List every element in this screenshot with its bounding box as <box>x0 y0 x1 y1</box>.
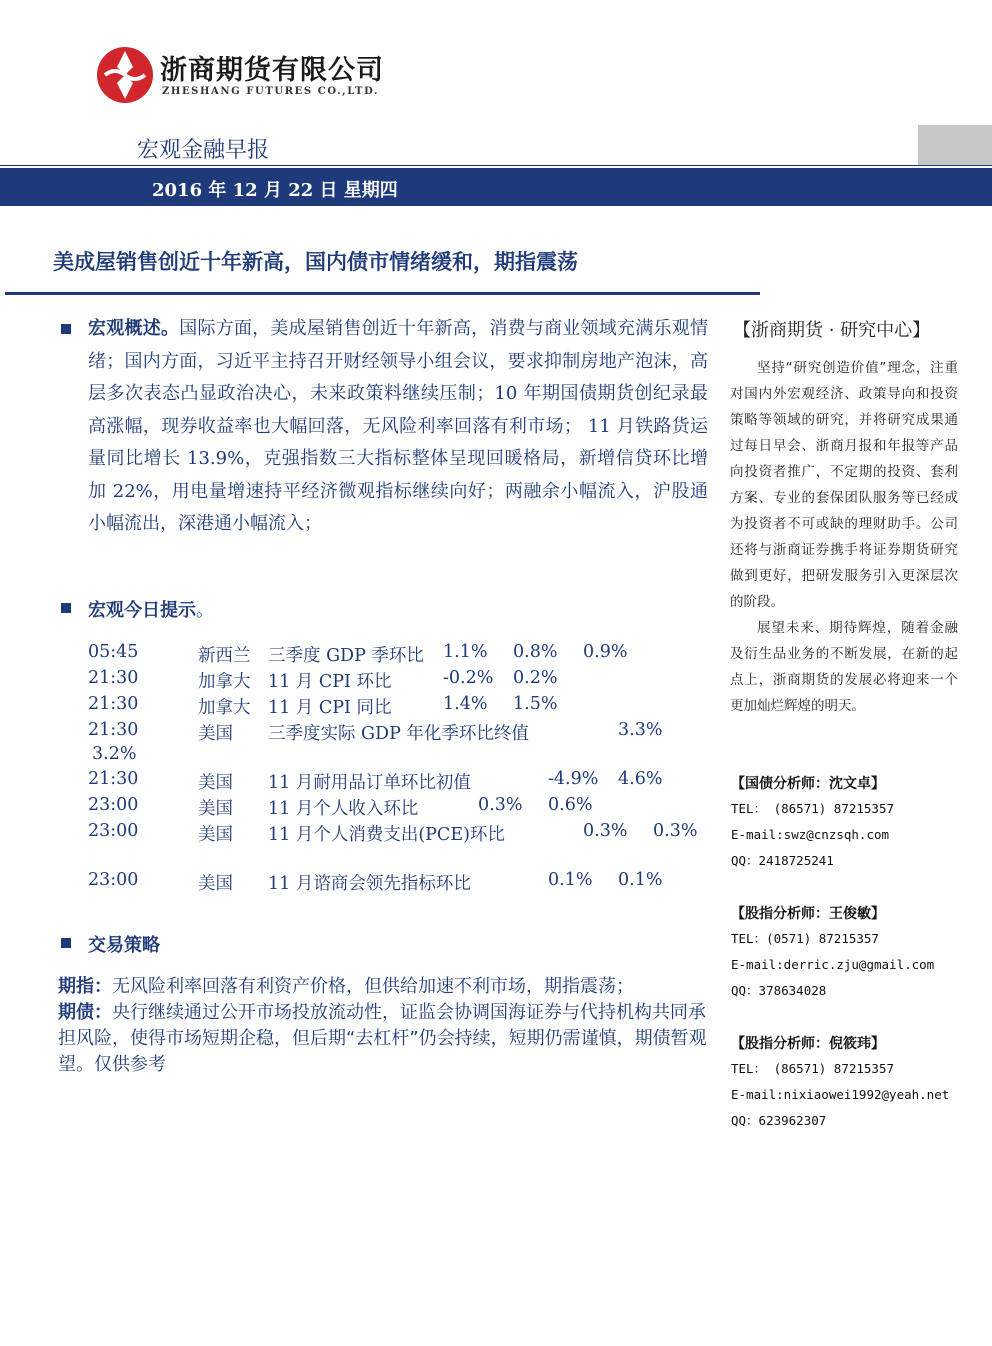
calendar-country: 美国 <box>198 773 233 793</box>
calendar-event: 三季度 GDP 季环比 <box>268 646 424 666</box>
analyst-email[interactable]: E-mail:swz@cnzsqh.com <box>731 827 890 842</box>
analyst-card <box>731 1033 981 1134</box>
calendar-value: 0.1% <box>618 870 663 890</box>
analyst-qq: QQ：378634028 <box>731 983 827 998</box>
date-bar <box>0 168 992 206</box>
calendar-time: 21:30 <box>88 668 139 688</box>
calendar-time: 23:00 <box>88 870 139 890</box>
calendar-event: 11 月谘商会领先指标环比 <box>268 874 471 894</box>
analyst-card <box>731 773 981 874</box>
bond-text: 央行继续通过公开市场投放流动性，证监会协调国海证券与代持机构共同承担风险，使得市场短期企稳，但后期“去杠杆”仍会持续，短期仍需谨慎，期债暂观望。仅供参考 <box>58 1002 707 1075</box>
calendar-country: 美国 <box>198 825 233 845</box>
sidebar-intro-paragraph: 坚持“研究创造价值”理念，注重对国内外宏观经济、政策导向和投资策略等领域的研究，并将研究成果通过每日早会、浙商月报和年报等产品向投资者推广，不定期的投资、套利方案、专业的套保团队服务等已经成为投资者不可或缺的理财助手。公司还将与浙商证券携手将证券期货研究做到更好，把研发服务引入更深层次的阶段。 <box>730 360 958 610</box>
headline-divider <box>5 292 760 295</box>
calendar-country: 加拿大 <box>198 698 251 718</box>
header-divider <box>0 165 992 166</box>
macro-overview-section <box>88 313 708 541</box>
strategy-title: 交易策略 <box>88 935 160 956</box>
futures-index-text: 无风险利率回落有利资产价格，但供给加速不利市场，期指震荡； <box>112 976 634 997</box>
analyst-name: 【国债分析师：沈文卓】 <box>731 776 885 792</box>
sidebar-intro <box>730 355 958 719</box>
analyst-tel: TEL：(0571) 87215357 <box>731 931 879 946</box>
calendar-value: 0.3% <box>583 821 628 841</box>
calendar-value: 0.6% <box>548 795 593 815</box>
analyst-email[interactable]: E-mail:nixiaowei1992@yeah.net <box>731 1087 950 1102</box>
bullet-square-icon <box>61 324 71 334</box>
calendar-value: 4.6% <box>618 769 663 789</box>
calendar-time: 23:00 <box>88 795 139 815</box>
bullet-square-icon <box>61 603 71 613</box>
calendar-country: 美国 <box>198 724 233 744</box>
calendar-value: 0.9% <box>583 642 628 662</box>
company-name-cn: 浙商期货有限公司 <box>160 55 384 86</box>
calendar-value: 0.2% <box>513 668 558 688</box>
calendar-value: 1.5% <box>513 694 558 714</box>
calendar-value: 0.3% <box>653 821 698 841</box>
analyst-name: 【股指分析师：倪筱玮】 <box>731 1036 885 1052</box>
calendar-event: 11 月 CPI 环比 <box>268 672 392 692</box>
calendar-event: 三季度实际 GDP 年化季环比终值 <box>268 724 529 744</box>
calendar-country: 新西兰 <box>198 646 251 666</box>
calendar-time: 23:00 <box>88 821 139 841</box>
analyst-name: 【股指分析师：王俊敏】 <box>731 906 885 922</box>
calendar-country: 美国 <box>198 874 233 894</box>
strategy-section <box>58 974 708 1078</box>
report-type-title: 宏观金融早报 <box>137 138 270 163</box>
analyst-qq: QQ：2418725241 <box>731 853 834 868</box>
bond-label: 期债： <box>58 1002 112 1023</box>
sidebar-title: 【浙商期货 · 研究中心】 <box>733 320 931 341</box>
calendar-value: 0.3% <box>478 795 523 815</box>
analyst-tel: TEL： (86571) 87215357 <box>731 1061 895 1076</box>
calendar-country: 加拿大 <box>198 672 251 692</box>
calendar-event: 11 月个人消费支出(PCE)环比 <box>268 825 505 845</box>
calendar-event: 11 月 CPI 同比 <box>268 698 392 718</box>
calendar-country: 美国 <box>198 799 233 819</box>
calendar-time: 05:45 <box>88 642 139 662</box>
bullet-square-icon <box>61 938 71 948</box>
analyst-email[interactable]: E-mail:derric.zju@gmail.com <box>731 957 935 972</box>
calendar-event: 11 月个人收入环比 <box>268 799 419 819</box>
analyst-card <box>731 903 981 1004</box>
report-headline: 美成屋销售创近十年新高，国内债市情绪缓和，期指震荡 <box>53 250 578 274</box>
calendar-value: 1.4% <box>443 694 488 714</box>
report-date: 2016 年 12 月 22 日 星期四 <box>152 180 398 201</box>
calendar-value: -0.2% <box>443 668 494 688</box>
calendar-time: 21:30 <box>88 720 139 740</box>
analyst-tel: TEL： (86571) 87215357 <box>731 801 895 816</box>
calendar-value: 0.1% <box>548 870 593 890</box>
macro-overview-title: 宏观概述。 <box>88 318 180 339</box>
calendar-value: 3.3% <box>618 720 663 740</box>
macro-overview-text: 国际方面，美成屋销售创近十年新高，消费与商业领域充满乐观情绪；国内方面，习近平主持召开财经领导小组会议，要求抑制房地产泡沫，高层多次表态凸显政治决心，未来政策料继续压制；10 年期国债期货创纪录最高涨幅，现券收益率也大幅回落，无风险利率回落有利市场； 11 月铁路货运量同比增长 13.9%，克强指数三大指标整体呈现回暖格局，新增信贷环比增加 22%，用电量增速持平经济微观指标继续向好；两融余小幅流入，沪股通小幅流出，深港通小幅流入； <box>88 318 709 534</box>
calendar-event: 11 月耐用品订单环比初值 <box>268 773 471 793</box>
calendar-value: 0.8% <box>513 642 558 662</box>
calendar-time: 21:30 <box>88 694 139 714</box>
calendar-time: 21:30 <box>88 769 139 789</box>
calendar-value: 3.2% <box>92 744 137 764</box>
calendar-value: 1.1% <box>443 642 488 662</box>
analyst-qq: QQ：623962307 <box>731 1113 827 1128</box>
calendar-value: -4.9% <box>548 769 599 789</box>
futures-index-label: 期指： <box>58 976 112 997</box>
company-logo-icon <box>95 45 155 105</box>
calendar-title: 宏观今日提示。 <box>88 600 214 621</box>
header-grey-block <box>918 125 992 165</box>
sidebar-intro-paragraph: 展望未来、期待辉煌，随着金融及衍生品业务的不断发展，在新的起点上，浙商期货的发展必将迎来一个更加灿烂辉煌的明天。 <box>730 620 958 714</box>
company-name-en: ZHESHANG FUTURES CO.,LTD. <box>162 86 380 97</box>
